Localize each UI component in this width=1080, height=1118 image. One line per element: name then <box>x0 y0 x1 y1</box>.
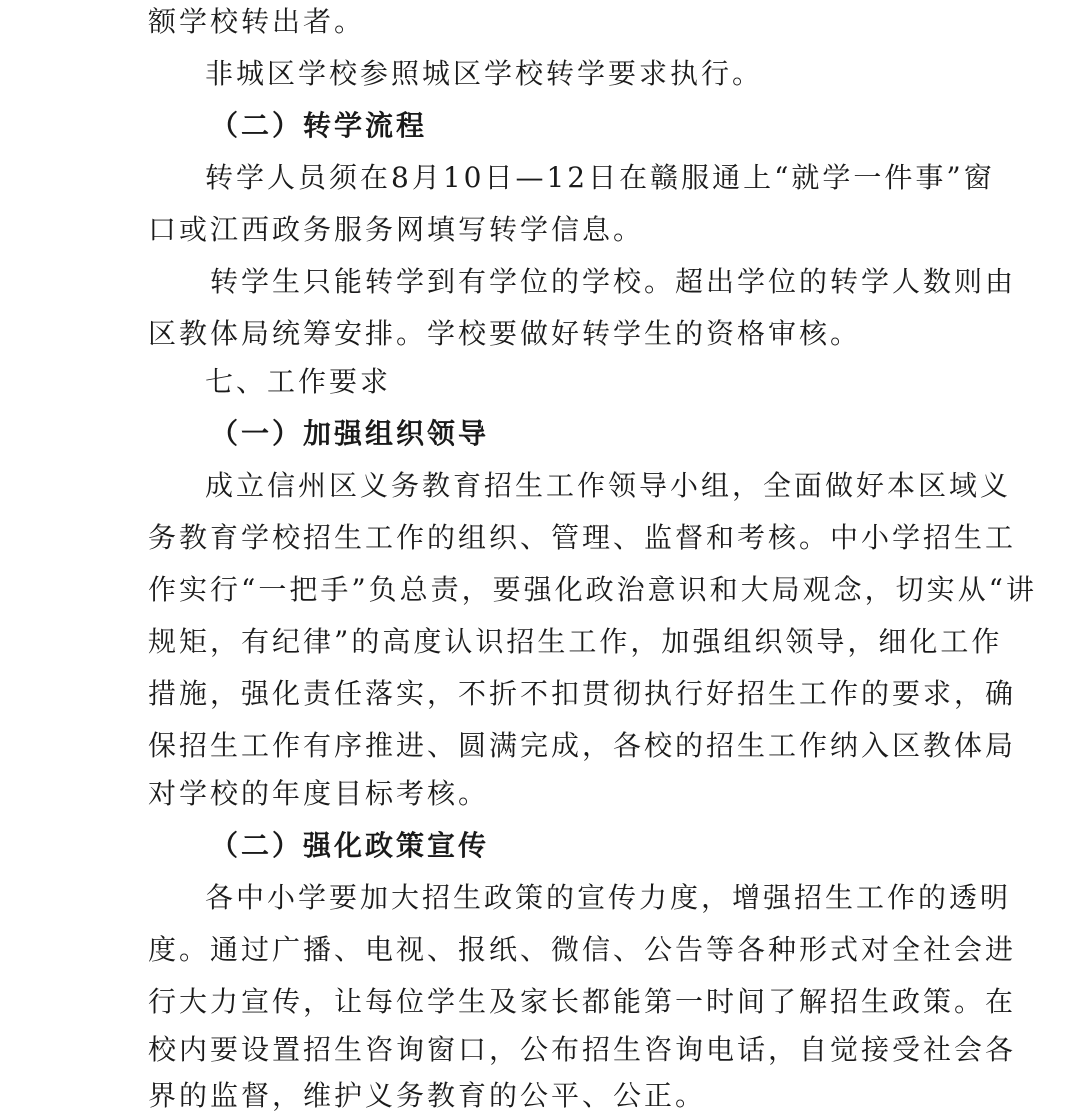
body-text-line: 措施，强化责任落实，不折不扣贯彻执行好招生工作的要求，确 <box>148 677 1017 710</box>
chapter-heading: 七、工作要求 <box>205 365 392 398</box>
body-text-line: 界的监督，维护义务教育的公平、公正。 <box>148 1079 707 1112</box>
body-text-line: 转学生只能转学到有学位的学校。超出学位的转学人数则由 <box>210 265 1017 298</box>
body-text-line: 额学校转出者。 <box>148 5 366 38</box>
section-heading: （二）强化政策宣传 <box>210 829 490 862</box>
body-text-line: 作实行“一把手”负总责，要强化政治意识和大局观念，切实从“讲 <box>148 573 1037 606</box>
body-text-line: 口或江西政务服务网填写转学信息。 <box>148 213 645 246</box>
body-text-line: 务教育学校招生工作的组织、管理、监督和考核。中小学招生工 <box>148 521 1017 554</box>
body-text-line: 转学人员须在8月10日—12日在赣服通上“就学一件事”窗 <box>205 161 995 194</box>
section-heading: （一）加强组织领导 <box>210 417 490 450</box>
body-text-line: 保招生工作有序推进、圆满完成，各校的招生工作纳入区教体局 <box>148 729 1017 762</box>
body-text-line: 规矩，有纪律”的高度认识招生工作，加强组织领导，细化工作 <box>148 625 1003 658</box>
section-heading: （二）转学流程 <box>210 109 428 142</box>
body-text-line: 非城区学校参照城区学校转学要求执行。 <box>205 57 764 90</box>
body-text-line: 成立信州区义务教育招生工作领导小组，全面做好本区域义 <box>205 469 1012 502</box>
body-text-line: 区教体局统筹安排。学校要做好转学生的资格审核。 <box>148 317 862 350</box>
body-text-line: 度。通过广播、电视、报纸、微信、公告等各种形式对全社会进 <box>148 933 1017 966</box>
body-text-line: 对学校的年度目标考核。 <box>148 777 490 810</box>
body-text-line: 行大力宣传，让每位学生及家长都能第一时间了解招生政策。在 <box>148 985 1017 1018</box>
body-text-line: 各中小学要加大招生政策的宣传力度，增强招生工作的透明 <box>205 881 1012 914</box>
body-text-line: 校内要设置招生咨询窗口，公布招生咨询电话，自觉接受社会各 <box>148 1033 1017 1066</box>
